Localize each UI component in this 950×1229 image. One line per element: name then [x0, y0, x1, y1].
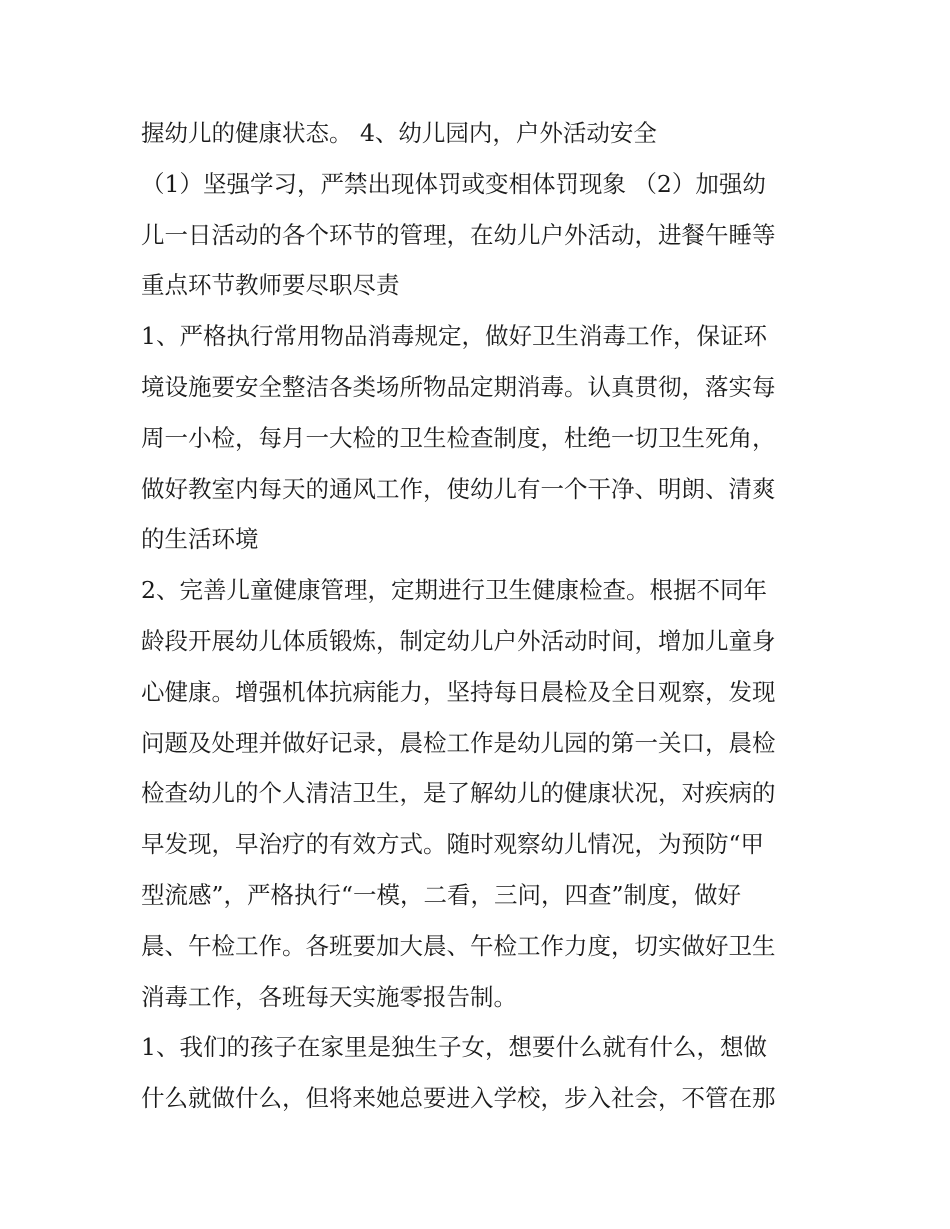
text-line: 儿一日活动的各个环节的管理，在幼儿户外活动，进餐午睡等 — [141, 220, 776, 249]
text-line: 握幼儿的健康状态。 4、幼儿园内，户外活动安全 — [141, 119, 657, 147]
text-line: 重点环节教师要尽职尽责 — [141, 271, 400, 300]
text-line: 消毒工作，各班每天实施零报告制。 — [141, 982, 517, 1011]
text-line: （1）坚强学习，严禁出现体罚或变相体罚现象 （2）加强幼 — [141, 169, 766, 198]
text-line: 检查幼儿的个人清洁卫生，是了解幼儿的健康状况，对疾病的 — [141, 779, 776, 808]
text-line: 境设施要安全整洁各类场所物品定期消毒。认真贯彻，落实每 — [141, 372, 776, 401]
text-line: 1、我们的孩子在家里是独生子女，想要什么就有什么，想做 — [141, 1033, 767, 1062]
document-body — [141, 108, 821, 1124]
text-line: 做好教室内每天的通风工作，使幼儿有一个干净、明朗、清爽 — [141, 474, 776, 503]
text-line: 型流感”，严格执行“一模，二看，三问，四查”制度，做好 — [141, 880, 742, 909]
text-line: 周一小检，每月一大检的卫生检查制度，杜绝一切卫生死角， — [141, 423, 776, 452]
text-line: 问题及处理并做好记录，晨检工作是幼儿园的第一关口，晨检 — [141, 728, 776, 757]
text-line: 早发现，早治疗的有效方式。随时观察幼儿情况，为预防“甲 — [141, 830, 765, 859]
text-line: 1、严格执行常用物品消毒规定，做好卫生消毒工作，保证环 — [141, 322, 767, 351]
text-line: 什么就做什么，但将来她总要进入学校，步入社会，不管在那 — [141, 1084, 776, 1113]
text-line: 心健康。增强机体抗病能力，坚持每日晨检及全日观察，发现 — [141, 677, 776, 706]
text-line: 龄段开展幼儿体质锻炼，制定幼儿户外活动时间，增加儿童身 — [141, 626, 776, 655]
text-line: 2、完善儿童健康管理，定期进行卫生健康检查。根据不同年 — [141, 576, 767, 605]
text-line: 的生活环境 — [141, 525, 259, 554]
text-line: 晨、午检工作。各班要加大晨、午检工作力度，切实做好卫生 — [141, 931, 776, 960]
